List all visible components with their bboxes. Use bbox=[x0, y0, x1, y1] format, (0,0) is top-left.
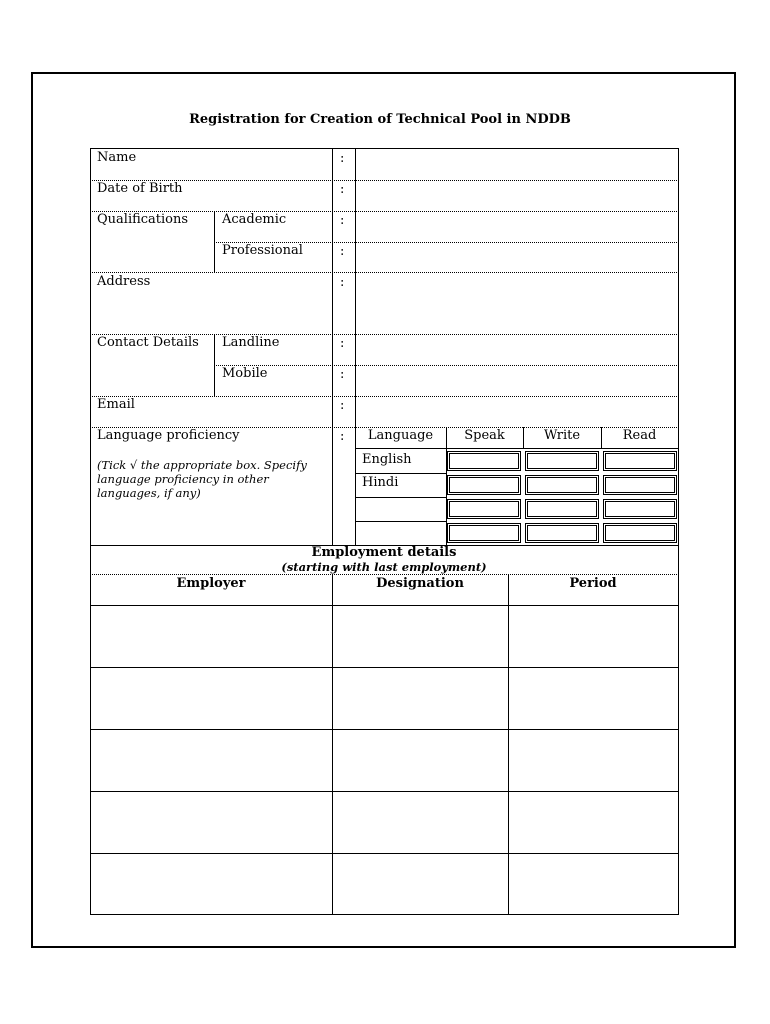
checkbox-english-write[interactable] bbox=[525, 451, 599, 471]
employment-title: Employment details bbox=[311, 545, 457, 560]
lang-row-divider bbox=[355, 448, 679, 449]
label-qualifications: Qualifications bbox=[97, 212, 189, 227]
colon: : bbox=[340, 367, 345, 382]
employment-col-employer: Employer bbox=[176, 576, 246, 591]
label-landline: Landline bbox=[222, 335, 280, 350]
colon: : bbox=[340, 429, 345, 444]
language-note: (Tick √ the appropriate box. Specify language proficiency in other languages, if any) bbox=[97, 458, 307, 500]
dob-field[interactable] bbox=[356, 181, 678, 211]
mobile-field[interactable] bbox=[356, 366, 678, 396]
col-divider bbox=[214, 334, 215, 396]
employment-row[interactable] bbox=[91, 606, 678, 667]
colon: : bbox=[340, 244, 345, 259]
lang-header-language: Language bbox=[367, 428, 434, 443]
lang-row-english: English bbox=[362, 452, 412, 467]
colon: : bbox=[340, 151, 345, 166]
col-divider bbox=[214, 211, 215, 272]
employment-row[interactable] bbox=[91, 730, 678, 791]
checkbox-other2-write[interactable] bbox=[525, 523, 599, 543]
checkbox-hindi-write[interactable] bbox=[525, 475, 599, 495]
checkbox-other1-write[interactable] bbox=[525, 499, 599, 519]
colon: : bbox=[340, 336, 345, 351]
checkbox-hindi-read[interactable] bbox=[603, 475, 677, 495]
academic-field[interactable] bbox=[356, 212, 678, 242]
employment-subtitle: (starting with last employment) bbox=[281, 560, 487, 574]
label-academic: Academic bbox=[222, 212, 287, 227]
colon: : bbox=[340, 182, 345, 197]
checkbox-english-read[interactable] bbox=[603, 451, 677, 471]
employment-col-period: Period bbox=[569, 576, 617, 591]
table-bottom-border bbox=[90, 914, 679, 915]
employment-row[interactable] bbox=[91, 792, 678, 853]
label-contact: Contact Details bbox=[97, 335, 199, 350]
checkbox-other1-speak[interactable] bbox=[447, 499, 521, 519]
lang-header-write: Write bbox=[543, 428, 581, 443]
label-email: Email bbox=[97, 397, 135, 412]
label-name: Name bbox=[97, 150, 137, 165]
checkbox-hindi-speak[interactable] bbox=[447, 475, 521, 495]
lang-header-speak: Speak bbox=[464, 428, 505, 443]
checkbox-other1-read[interactable] bbox=[603, 499, 677, 519]
lang-row-divider bbox=[355, 521, 446, 522]
label-dob: Date of Birth bbox=[97, 181, 183, 196]
lang-row-divider bbox=[355, 473, 446, 474]
label-professional: Professional bbox=[222, 243, 303, 258]
lang-row-divider bbox=[355, 497, 446, 498]
colon: : bbox=[340, 213, 345, 228]
address-field[interactable] bbox=[356, 273, 678, 334]
checkbox-other2-speak[interactable] bbox=[447, 523, 521, 543]
colon: : bbox=[340, 275, 345, 290]
employment-row[interactable] bbox=[91, 854, 678, 914]
lang-row-other[interactable] bbox=[362, 499, 442, 517]
table-right-border bbox=[678, 148, 679, 914]
employment-col-designation: Designation bbox=[376, 576, 464, 591]
landline-field[interactable] bbox=[356, 335, 678, 365]
label-language: Language proficiency bbox=[97, 428, 240, 443]
lang-row-hindi: Hindi bbox=[362, 475, 399, 490]
checkbox-english-speak[interactable] bbox=[447, 451, 521, 471]
lang-header-read: Read bbox=[622, 428, 657, 443]
name-field[interactable] bbox=[356, 149, 678, 180]
email-field[interactable] bbox=[356, 397, 678, 427]
employment-row[interactable] bbox=[91, 668, 678, 729]
employment-header-divider bbox=[90, 574, 679, 575]
label-address: Address bbox=[97, 274, 151, 289]
lang-row-other[interactable] bbox=[362, 523, 442, 541]
checkbox-other2-read[interactable] bbox=[603, 523, 677, 543]
professional-field[interactable] bbox=[356, 243, 678, 272]
form-title: Registration for Creation of Technical Pool in NDDB bbox=[189, 112, 571, 127]
colon: : bbox=[340, 398, 345, 413]
colon-column-left bbox=[332, 148, 333, 545]
label-mobile: Mobile bbox=[222, 366, 268, 381]
